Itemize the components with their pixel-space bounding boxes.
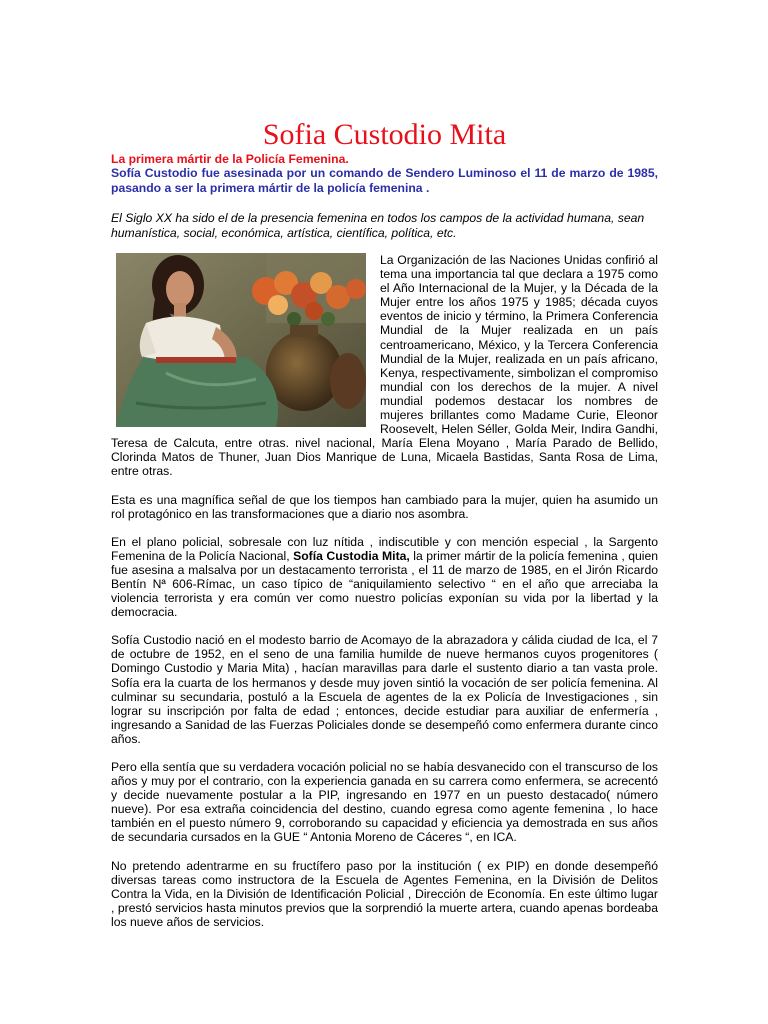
intro-italic: El Siglo XX ha sido el de la presencia femenina en todos los campos de la actividad humana, sean humanística, social, económica, artística, científica, política, etc. — [111, 211, 645, 240]
painting-image — [116, 253, 366, 427]
paragraph-3-before: En el plano policial, sobresale con luz nítida , indiscutible y con mención especial , la Sargento Femenina de la Policía Nacional, — [111, 534, 658, 563]
lead-paragraph: Sofía Custodio fue asesinada por un comando de Sendero Luminoso el 11 de marzo de 1985, pasando a ser la primera mártir de la policía femenina . — [111, 166, 658, 195]
portrait-painting — [116, 253, 366, 427]
paragraph-6: No pretendo adentrarme en su fructífero paso por la institución ( ex PIP) en donde desempeñó diversas tareas como instructora de la Escuela de Agentes Femenina, en la División de Delitos Contra la Vida, en la División de Identificación Policial , Dirección de Economía. En este último lugar , prestó servicios hasta minutos previos que la sorprendió la muerte artera, cuando apenas bordeaba los nueve años de servicios. — [111, 858, 658, 929]
highlighted-name: Sofía Custodia Mita, — [293, 548, 410, 563]
article-text — [111, 253, 658, 943]
subtitle: La primera mártir de la Policía Femenina. — [111, 152, 349, 166]
paragraph-3 — [111, 535, 658, 620]
paragraph-3-after: la primer mártir de la policía femenina , quien fue asesina a malsalva por un destacamento terrorista , el 11 de marzo de 1985, en el Jirón Ricardo Bentín Nª 606-Rímac, un caso típico de “aniquilamiento selectivo “ en el año que arreciaba la violencia terrorista y era común ver como nuestro policías exponían su vida por la libertad y la democracia. — [111, 548, 659, 620]
paragraph-1: La Organización de las Naciones Unidas confirió al tema una importancia tal que declara a 1975 como el Año Internacional de la Mujer, y la Década de la Mujer entre los años 1975 y 1985; década cuyos eventos de inicio y término, la Primera Conferencia Mundial de la Mujer realizada en un país centroamericano, México, y la Tercera Conferencia Mundial de la Mujer, realizada en un país africano, Kenya, respectivamente, simbolizan el compromiso mundial con los derechos de la mujer. A nivel mundial podemos destacar los nombres de mujeres brillantes como Madame Curie, Eleonor Roosevelt, Helen Séller, Golda Meir, Indira Gandhi, Teresa de Calcuta, entre otras. nivel nacional, María Elena Moyano , María Parado de Bellido, Clorinda Matos de Thuner, Juan Dios Manrique de Luna, Micaela Bastidas, Santa Rosa de Lima, entre otras. — [111, 253, 658, 479]
paragraph-2: Esta es una magnífica señal de que los tiempos han cambiado para la mujer, quien ha asumido un rol protagónico en las transformaciones que a diario nos asombra. — [111, 492, 658, 521]
page-title: Sofia Custodio Mita — [262, 118, 507, 151]
paragraph-4: Sofía Custodio nació en el modesto barrio de Acomayo de la abrazadora y cálida ciudad de Ica, el 7 de octubre de 1952, en el seno de una familia humilde de nueve hermanos cuyos progenitores ( Domingo Custodio y Maria Mita) , hacían maravillas para darle el sustento diario a tan vasta prole. Sofía era la cuarta de los hermanos y desde muy joven sintió la vocación de ser policía femenina. Al culminar su secundaria, postuló a la Escuela de agentes de la ex Policía de Investigaciones , sin lograr su inscripción por falta de edad ; entonces, decide estudiar para auxiliar de enfermería , ingresando a Sanidad de las Fuerzas Policiales donde se desempeñó como enfermera durante cinco años. — [111, 633, 658, 746]
paragraph-5: Pero ella sentía que su verdadera vocación policial no se había desvanecido con el transcurso de los años y muy por el contrario, con la experiencia ganada en su carrera como enfermera, se acrecentó y decide nuevamente postular a la PIP, ingresando en 1977 en un puesto destacado( número nueve). Por esa extraña coincidencia del destino, cuando egresa como agente femenina , lo hace también en el puesto número 9, corroborando su capacidad y eficiencia ya demostrada en sus años de secundaria cursados en la GUE “ Antonia Moreno de Cáceres “, en ICA. — [111, 760, 658, 845]
